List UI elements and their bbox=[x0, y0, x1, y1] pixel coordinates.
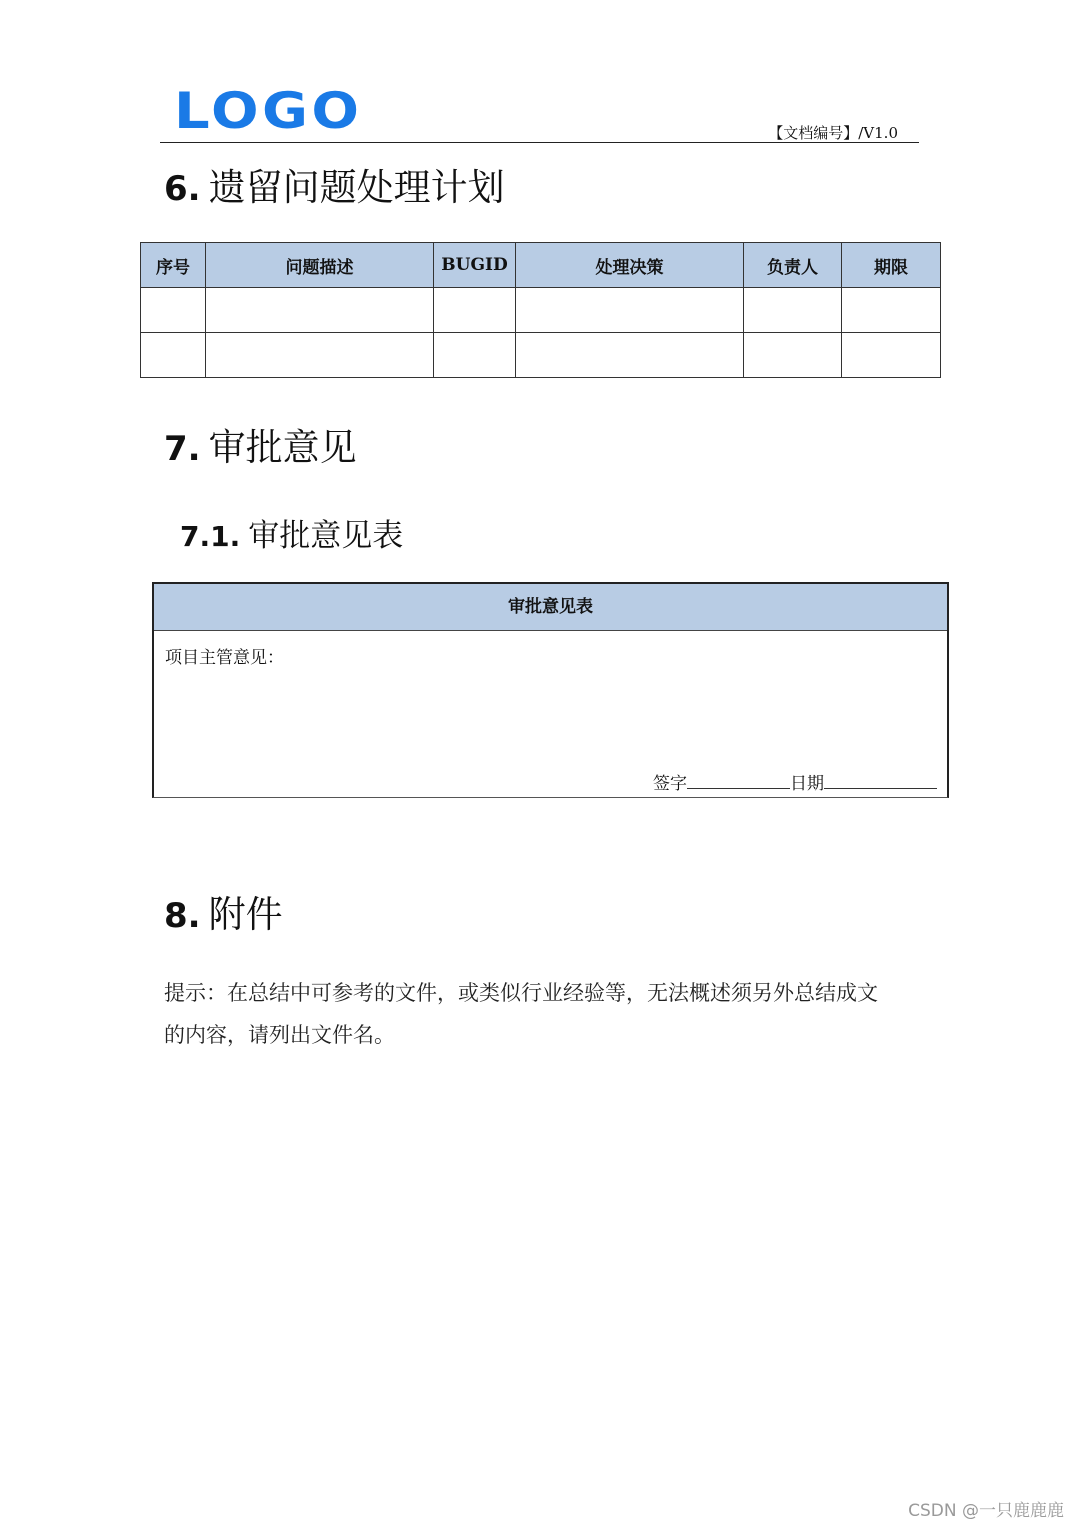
section-6-number: 6. bbox=[164, 169, 201, 209]
signature-label: 签字 bbox=[653, 774, 687, 794]
table-row bbox=[141, 333, 941, 378]
section-8-heading bbox=[164, 884, 283, 938]
hint-line-2: 的内容，请列出文件名。 bbox=[164, 1023, 395, 1047]
table-cell bbox=[206, 288, 434, 333]
table-cell bbox=[434, 333, 516, 378]
attachment-hint bbox=[164, 972, 924, 1056]
table-row bbox=[141, 288, 941, 333]
signature-blank bbox=[687, 770, 790, 789]
watermark: CSDN @一只鹿鹿鹿 bbox=[908, 1501, 1064, 1521]
table-cell bbox=[744, 288, 842, 333]
header-divider bbox=[160, 142, 919, 143]
section-6-title: 遗留问题处理计划 bbox=[208, 166, 505, 209]
approval-form-title: 审批意见表 bbox=[154, 584, 947, 631]
company-logo: LOGO bbox=[174, 82, 363, 140]
section-6-heading bbox=[164, 157, 505, 211]
section-7-number: 7. bbox=[164, 429, 201, 469]
column-header-bugid: BUGID bbox=[434, 243, 516, 288]
section-7-1-number: 7.1. bbox=[180, 520, 241, 553]
date-label: 日期 bbox=[790, 774, 824, 794]
section-7-heading bbox=[164, 417, 357, 471]
table-cell bbox=[744, 333, 842, 378]
table-cell bbox=[516, 288, 744, 333]
section-7-title: 审批意见 bbox=[208, 426, 357, 469]
column-header-decision: 处理决策 bbox=[516, 243, 744, 288]
table-cell bbox=[842, 288, 941, 333]
approval-form bbox=[152, 582, 949, 798]
supervisor-opinion-label: 项目主管意见： bbox=[165, 648, 284, 668]
table-cell bbox=[141, 333, 206, 378]
signature-line bbox=[653, 769, 937, 794]
table-cell bbox=[206, 333, 434, 378]
section-8-number: 8. bbox=[164, 896, 201, 936]
table-header-row bbox=[141, 243, 941, 288]
date-blank bbox=[824, 770, 937, 789]
section-7-1-heading bbox=[180, 510, 403, 555]
table-cell bbox=[842, 333, 941, 378]
table-cell bbox=[434, 288, 516, 333]
column-header-index: 序号 bbox=[141, 243, 206, 288]
approval-form-body bbox=[154, 631, 947, 798]
table-cell bbox=[141, 288, 206, 333]
section-8-title: 附件 bbox=[208, 893, 283, 936]
column-header-description: 问题描述 bbox=[206, 243, 434, 288]
pending-issues-table bbox=[140, 242, 941, 378]
document-number: 【文档编号】/V1.0 bbox=[768, 124, 898, 142]
hint-line-1: 提示：在总结中可参考的文件，或类似行业经验等，无法概述须另外总结成文 bbox=[164, 981, 878, 1005]
table-cell bbox=[516, 333, 744, 378]
section-7-1-title: 审批意见表 bbox=[248, 518, 404, 554]
column-header-owner: 负责人 bbox=[744, 243, 842, 288]
column-header-deadline: 期限 bbox=[842, 243, 941, 288]
